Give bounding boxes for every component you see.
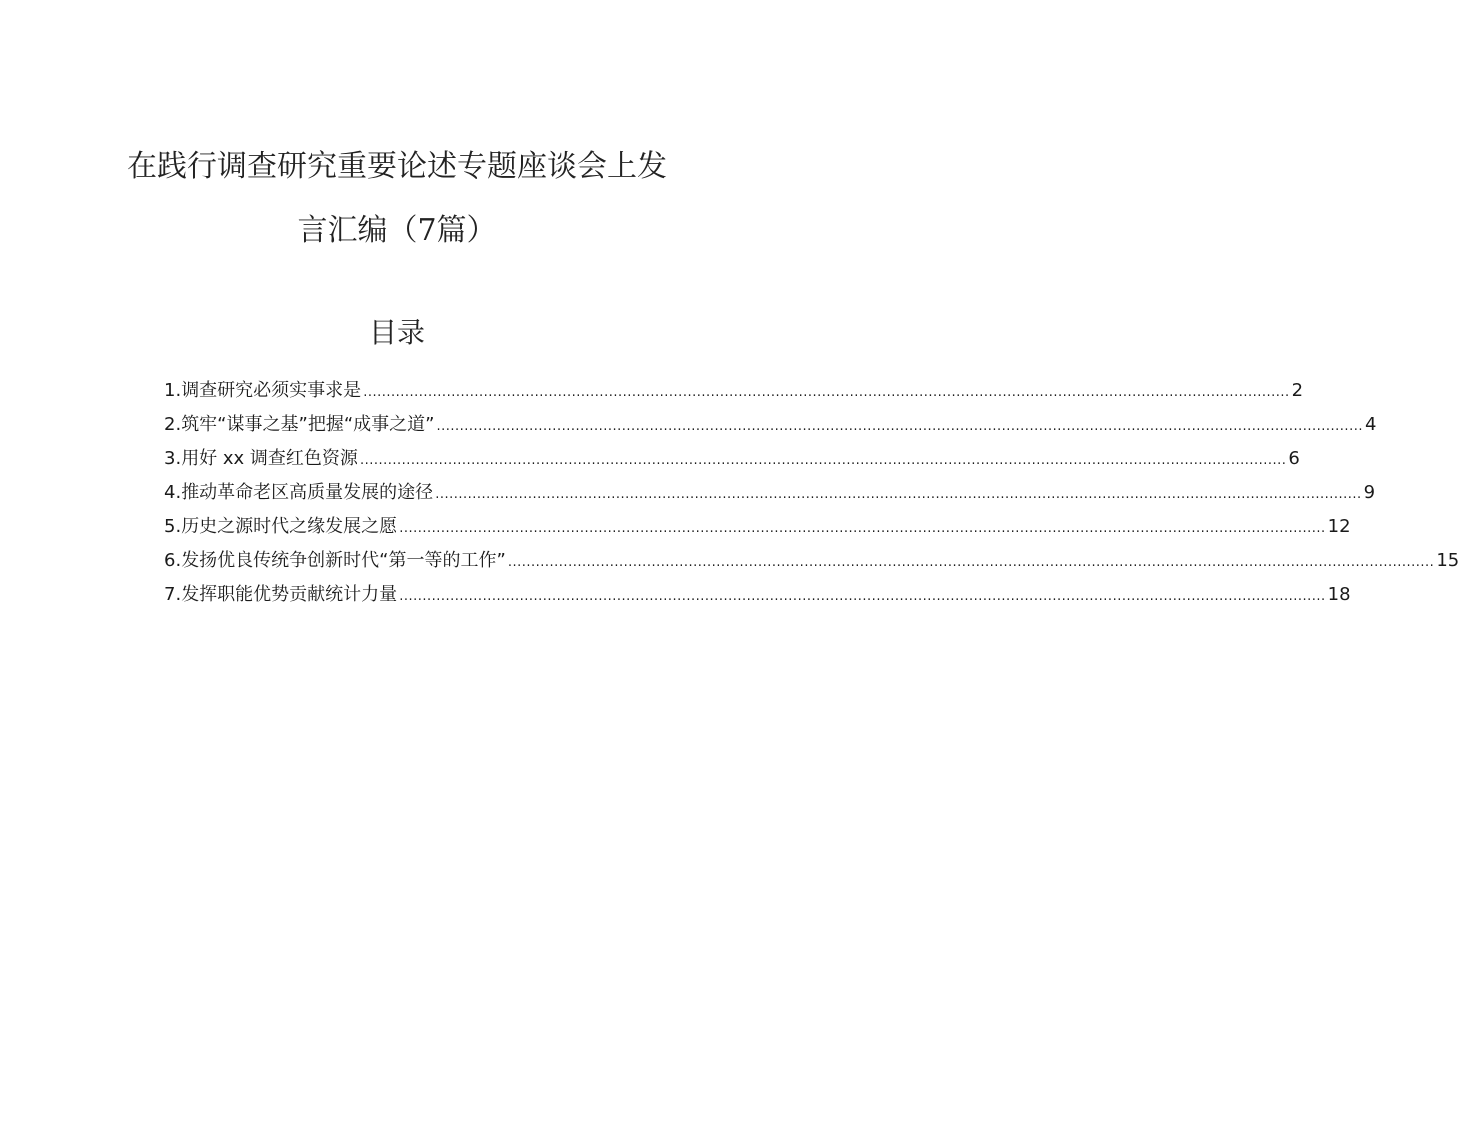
toc-entry-number: 4. xyxy=(164,482,182,503)
toc-dot-leader xyxy=(399,510,1325,546)
toc-entry-title: 发扬优良传统争创新时代“第一等的工作” xyxy=(181,550,506,571)
toc-entry-title: 调查研究必须实事求是 xyxy=(181,380,362,401)
toc-entry-page: 12 xyxy=(1327,516,1351,537)
toc-entry-page: 4 xyxy=(1364,414,1377,435)
toc-dot-leader xyxy=(437,408,1363,444)
toc-dot-leader xyxy=(435,476,1361,512)
toc-entry-6[interactable] xyxy=(164,544,1459,578)
toc-entry-number: 5. xyxy=(164,516,182,537)
toc-entry-page: 9 xyxy=(1363,482,1376,503)
toc-entry-page: 15 xyxy=(1436,550,1459,571)
toc-entry-number: 7. xyxy=(164,584,182,605)
toc-entry-title: 历史之源时代之缘发展之愿 xyxy=(181,516,398,537)
table-of-contents xyxy=(164,374,1459,612)
toc-entry-3[interactable] xyxy=(164,442,1300,476)
toc-dot-leader xyxy=(508,544,1434,580)
toc-entry-title: 推动革命老区高质量发展的途径 xyxy=(181,482,434,503)
toc-entry-7[interactable] xyxy=(164,578,1351,612)
toc-entry-number: 3. xyxy=(164,448,182,469)
toc-dot-leader xyxy=(360,442,1286,478)
toc-dot-leader xyxy=(399,578,1325,614)
toc-heading: 目录 xyxy=(368,316,425,349)
toc-dot-leader xyxy=(363,374,1289,410)
toc-entry-number: 6. xyxy=(164,550,182,571)
toc-entry-1[interactable] xyxy=(164,374,1304,408)
toc-entry-title: 筑牢“谋事之基”把握“成事之道” xyxy=(181,414,435,435)
toc-entry-5[interactable] xyxy=(164,510,1351,544)
toc-entry-4[interactable] xyxy=(164,476,1376,510)
toc-entry-page: 18 xyxy=(1327,584,1351,605)
toc-entry-title: 用好 xx 调查红色资源 xyxy=(181,448,358,469)
toc-entry-number: 2. xyxy=(164,414,182,435)
toc-entry-title: 发挥职能优势贡献统计力量 xyxy=(181,584,398,605)
document-title-line-1: 在践行调查研究重要论述专题座谈会上发 xyxy=(127,149,667,184)
toc-entry-page: 6 xyxy=(1288,448,1300,469)
document-title-line-2: 言汇编（7篇） xyxy=(297,213,497,248)
toc-entry-number: 1. xyxy=(164,380,182,401)
toc-entry-2[interactable] xyxy=(164,408,1377,442)
toc-entry-page: 2 xyxy=(1291,380,1304,401)
